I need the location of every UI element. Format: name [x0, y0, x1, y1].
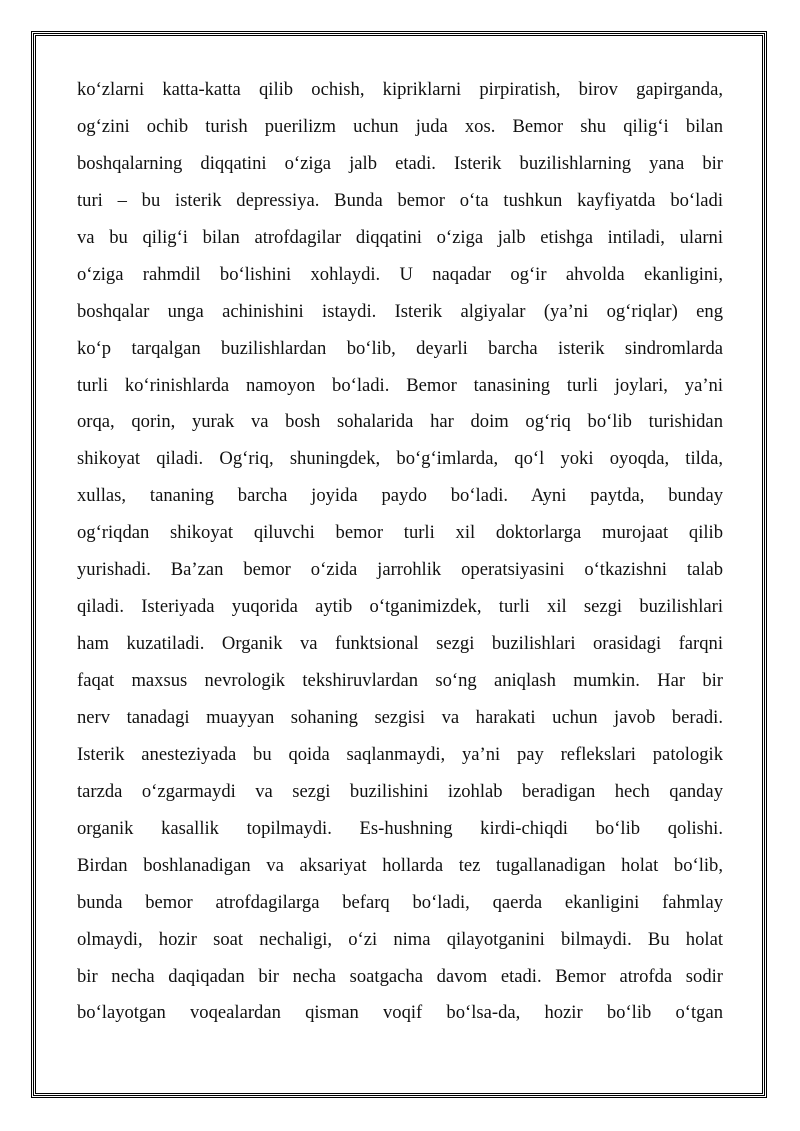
text-line: faqat maxsus nevrologik tekshiruvlardan so‘ng aniqlash mumkin. Har bir [77, 670, 723, 691]
text-line: bo‘layotgan voqealardan qisman voqif bo‘lsa-da, hozir bo‘lib o‘tgan [77, 1002, 723, 1024]
text-line: bir necha daqiqadan bir necha soatgacha davom etadi. Bemor atrofda sodir [77, 965, 723, 987]
text-line: turi – bu isterik depressiya. Bunda bemor o‘ta tushkun kayfiyatda bo‘ladi [77, 189, 723, 211]
text-line: Birdan boshlanadigan va aksariyat hollarda tez tugallanadigan holat bo‘lib, [77, 854, 723, 876]
text-line: ko‘p tarqalgan buzilishlardan bo‘lib, deyarli barcha isterik sindromlarda [77, 337, 723, 359]
text-line: nerv tanadagi muayyan sohaning sezgisi va harakati uchun javob beradi. [77, 706, 723, 728]
text-line: turli ko‘rinishlarda namoyon bo‘ladi. Bemor tanasining turli joylari, ya’ni [77, 374, 723, 396]
text-line: Isterik anesteziyada bu qoida saqlanmaydi, ya’ni pay reflekslari patologik [77, 743, 723, 765]
text-line: organik kasallik topilmaydi. Es-hushning kirdi-chiqdi bo‘lib qolishi. [77, 817, 723, 839]
text-line: ko‘zlarni katta-katta qilib ochish, kipriklarni pirpiratish, birov gapirganda, [77, 79, 723, 100]
text-line: tarzda o‘zgarmaydi va sezgi buzilishini izohlab beradigan hech qanday [77, 780, 723, 802]
text-line: boshqalar unga achinishini istaydi. Isterik algiyalar (ya’ni og‘riqlar) eng [77, 300, 723, 322]
text-line: boshqalarning diqqatini o‘ziga jalb etadi. Isterik buzilishlarning yana bir [77, 152, 723, 174]
text-line: o‘ziga rahmdil bo‘lishini xohlaydi. U naqadar og‘ir ahvolda ekanligini, [77, 263, 723, 285]
text-line: orqa, qorin, yurak va bosh sohalarida har doim og‘riq bo‘lib turishidan [77, 411, 723, 433]
body-text [77, 72, 723, 1032]
text-line: va bu qilig‘i bilan atrofdagilar diqqatini o‘ziga jalb etishga intiladi, ularni [77, 226, 723, 248]
text-line: qiladi. Isteriyada yuqorida aytib o‘tganimizdek, turli xil sezgi buzilishlari [77, 596, 723, 618]
text-line: og‘riqdan shikoyat qiluvchi bemor turli xil doktorlarga murojaat qilib [77, 522, 723, 544]
text-line: shikoyat qiladi. Og‘riq, shuningdek, bo‘g‘imlarda, qo‘l yoki oyoqda, tilda, [77, 448, 723, 470]
text-line: yurishadi. Ba’zan bemor o‘zida jarrohlik operatsiyasini o‘tkazishni talab [77, 559, 723, 581]
text-line: xullas, tananing barcha joyida paydo bo‘ladi. Ayni paytda, bunday [77, 485, 723, 507]
text-line: ham kuzatiladi. Organik va funktsional sezgi buzilishlari orasidagi farqni [77, 633, 723, 655]
text-line: olmaydi, hozir soat nechaligi, o‘zi nima qilayotganini bilmaydi. Bu holat [77, 928, 723, 950]
text-line: bunda bemor atrofdagilarga befarq bo‘ladi, qaerda ekanligini fahmlay [77, 891, 723, 913]
text-line: og‘zini ochib turish puerilizm uchun juda xos. Bemor shu qilig‘i bilan [77, 115, 723, 137]
